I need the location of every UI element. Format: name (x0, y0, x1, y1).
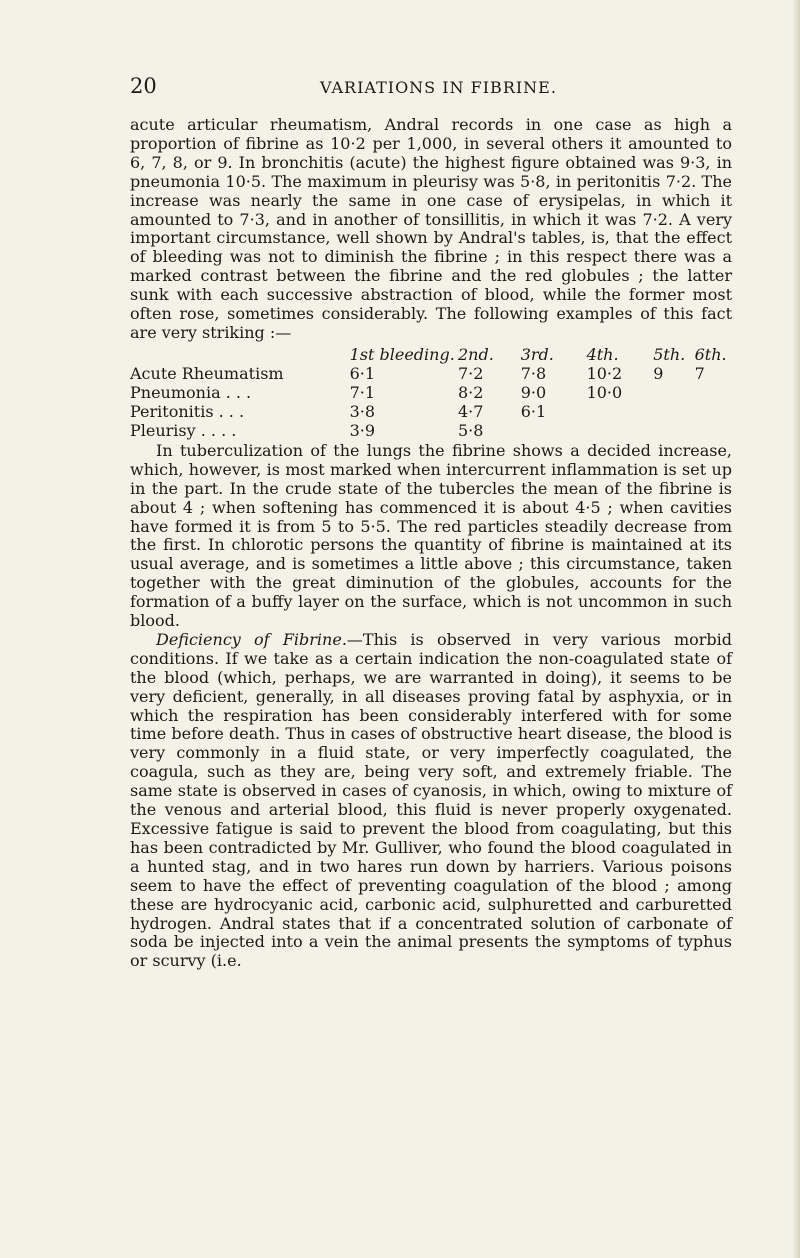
table-cell (653, 402, 694, 421)
page-edge-shadow (792, 0, 800, 1258)
table-cell: 4·7 (457, 401, 484, 421)
table-cell: 3·8 (349, 401, 376, 421)
table-header-cell: 1st bleeding. (349, 344, 455, 364)
table-header-cell: 5th. (653, 344, 686, 364)
table-header-cell: 2nd. (457, 344, 494, 364)
table-cell (695, 402, 732, 421)
table-cell: 7 (694, 363, 705, 383)
table-row (130, 402, 732, 421)
page-number: 20 (130, 74, 157, 98)
paragraph-deficiency-text: —This is observed in very various morbid conditions. If we take as a certain indication the non-coagulated state of the blood (which, perhaps, we are warranted in doing), it seems to be very deficient, generally, in all diseases proving fatal by asphyxia, or in which the respiration has been considerably interfered with for some time before death. Thus in cases of obstructive heart disease, the blood is very commonly in a fluid state, or very imperfectly coagulated, the coagula, such as they are, being very soft, and extremely friable. The same state is observed in cases of cyanosis, in which, owing to mixture of the venous and arterial blood, this fluid is never properly oxygenated. Excessive fatigue is said to prevent the blood from coagulating, but this has been contradicted by Mr. Gulliver, who found the blood coagulated in a hunted stag, and in two hares run down by harriers. Various poisons seem to have the effect of preventing coagulation of the blood ; among these are hydrocyanic acid, carbonic acid, sulphuretted and carburetted hydrogen. Andral states that if a concentrated solution of carbonate of soda be injected into a vein the animal presents the symptoms of typhus or scurvy (i.e. (130, 629, 732, 971)
table-cell (587, 402, 654, 421)
table-cell: 8·2 (457, 382, 484, 402)
table-cell (695, 421, 732, 440)
body-text (130, 116, 732, 971)
table-row (130, 383, 732, 402)
table-cell (695, 383, 732, 402)
table-header-cell: 4th. (586, 344, 619, 364)
table-cell: 10·0 (586, 382, 623, 402)
running-head: VARIATIONS IN FIBRINE. (320, 78, 557, 97)
paragraph-tuberculization: In tuberculization of the lungs the fibrine shows a decided increase, which, however, is most marked when intercurrent inflammation is set up in the part. In the crude state of the tubercles the mean of the fibrine is about 4 ; when softening has commenced it is about 4·5 ; when cavities have formed it is from 5 to 5·5. The red particles steadily decrease from the first. In chlorotic persons the quantity of fibrine is maintained at its usual average, and is sometimes a little above ; this circumstance, taken together with the great diminution of the globules, accounts for the formation of a buffy layer on the surface, which is not uncommon in such blood. (130, 440, 732, 631)
table-header-row (130, 345, 732, 364)
page-header (130, 74, 720, 104)
table-cell: 9 (653, 363, 664, 383)
table-row-label: Acute Rheumatism (130, 363, 284, 383)
paragraph-rheumatism: acute articular rheumatism, Andral records in one case as high a proportion of fibrine as 10·2 per 1,000, in several others it amounted to 6, 7, 8, or 9. In bronchitis (acute) the highest figure obtained was 9·3, in pneumonia 10·5. The maximum in pleurisy was 5·8, in peritonitis 7·2. The increase was nearly the same in one case of erysipelas, in which it amounted to 7·3, and in another of tonsillitis, in which it was 7·2. A very important circumstance, well shown by Andral's tables, is, that the effect of bleeding was not to diminish the fibrine ; in this respect there was a marked contrast between the fibrine and the red globules ; the latter sunk with each successive abstraction of blood, while the former most often rose, sometimes considerably. The following examples of this fact are very striking :— (130, 115, 732, 342)
table-cell (521, 421, 587, 440)
table-header-cell (130, 345, 284, 364)
table-cell (653, 383, 694, 402)
table-cell: 7·1 (349, 382, 376, 402)
table-cell: 10·2 (586, 363, 623, 383)
section-heading: Deficiency of Fibrine. (156, 629, 347, 649)
table-cell: 7·8 (520, 363, 547, 383)
table-cell: 7·2 (457, 363, 484, 383)
table-row-label: Pneumonia . . . (130, 382, 252, 402)
table-cell: 5·8 (457, 420, 484, 440)
table-cell (587, 421, 654, 440)
bleeding-table (130, 345, 732, 440)
table-row-label: Peritonitis . . . (130, 401, 245, 421)
table-row (130, 364, 732, 383)
table-cell: 9·0 (520, 382, 547, 402)
table-row-label: Pleurisy . . . . (130, 420, 237, 440)
table-row (130, 421, 732, 440)
table-cell: 3·9 (349, 420, 376, 440)
table-header-cell: 3rd. (520, 344, 554, 364)
table-cell: 6·1 (349, 363, 376, 383)
paragraph-deficiency (130, 631, 732, 971)
table-cell: 6·1 (520, 401, 547, 421)
table-header-cell: 6th. (694, 344, 727, 364)
table-cell (653, 421, 694, 440)
